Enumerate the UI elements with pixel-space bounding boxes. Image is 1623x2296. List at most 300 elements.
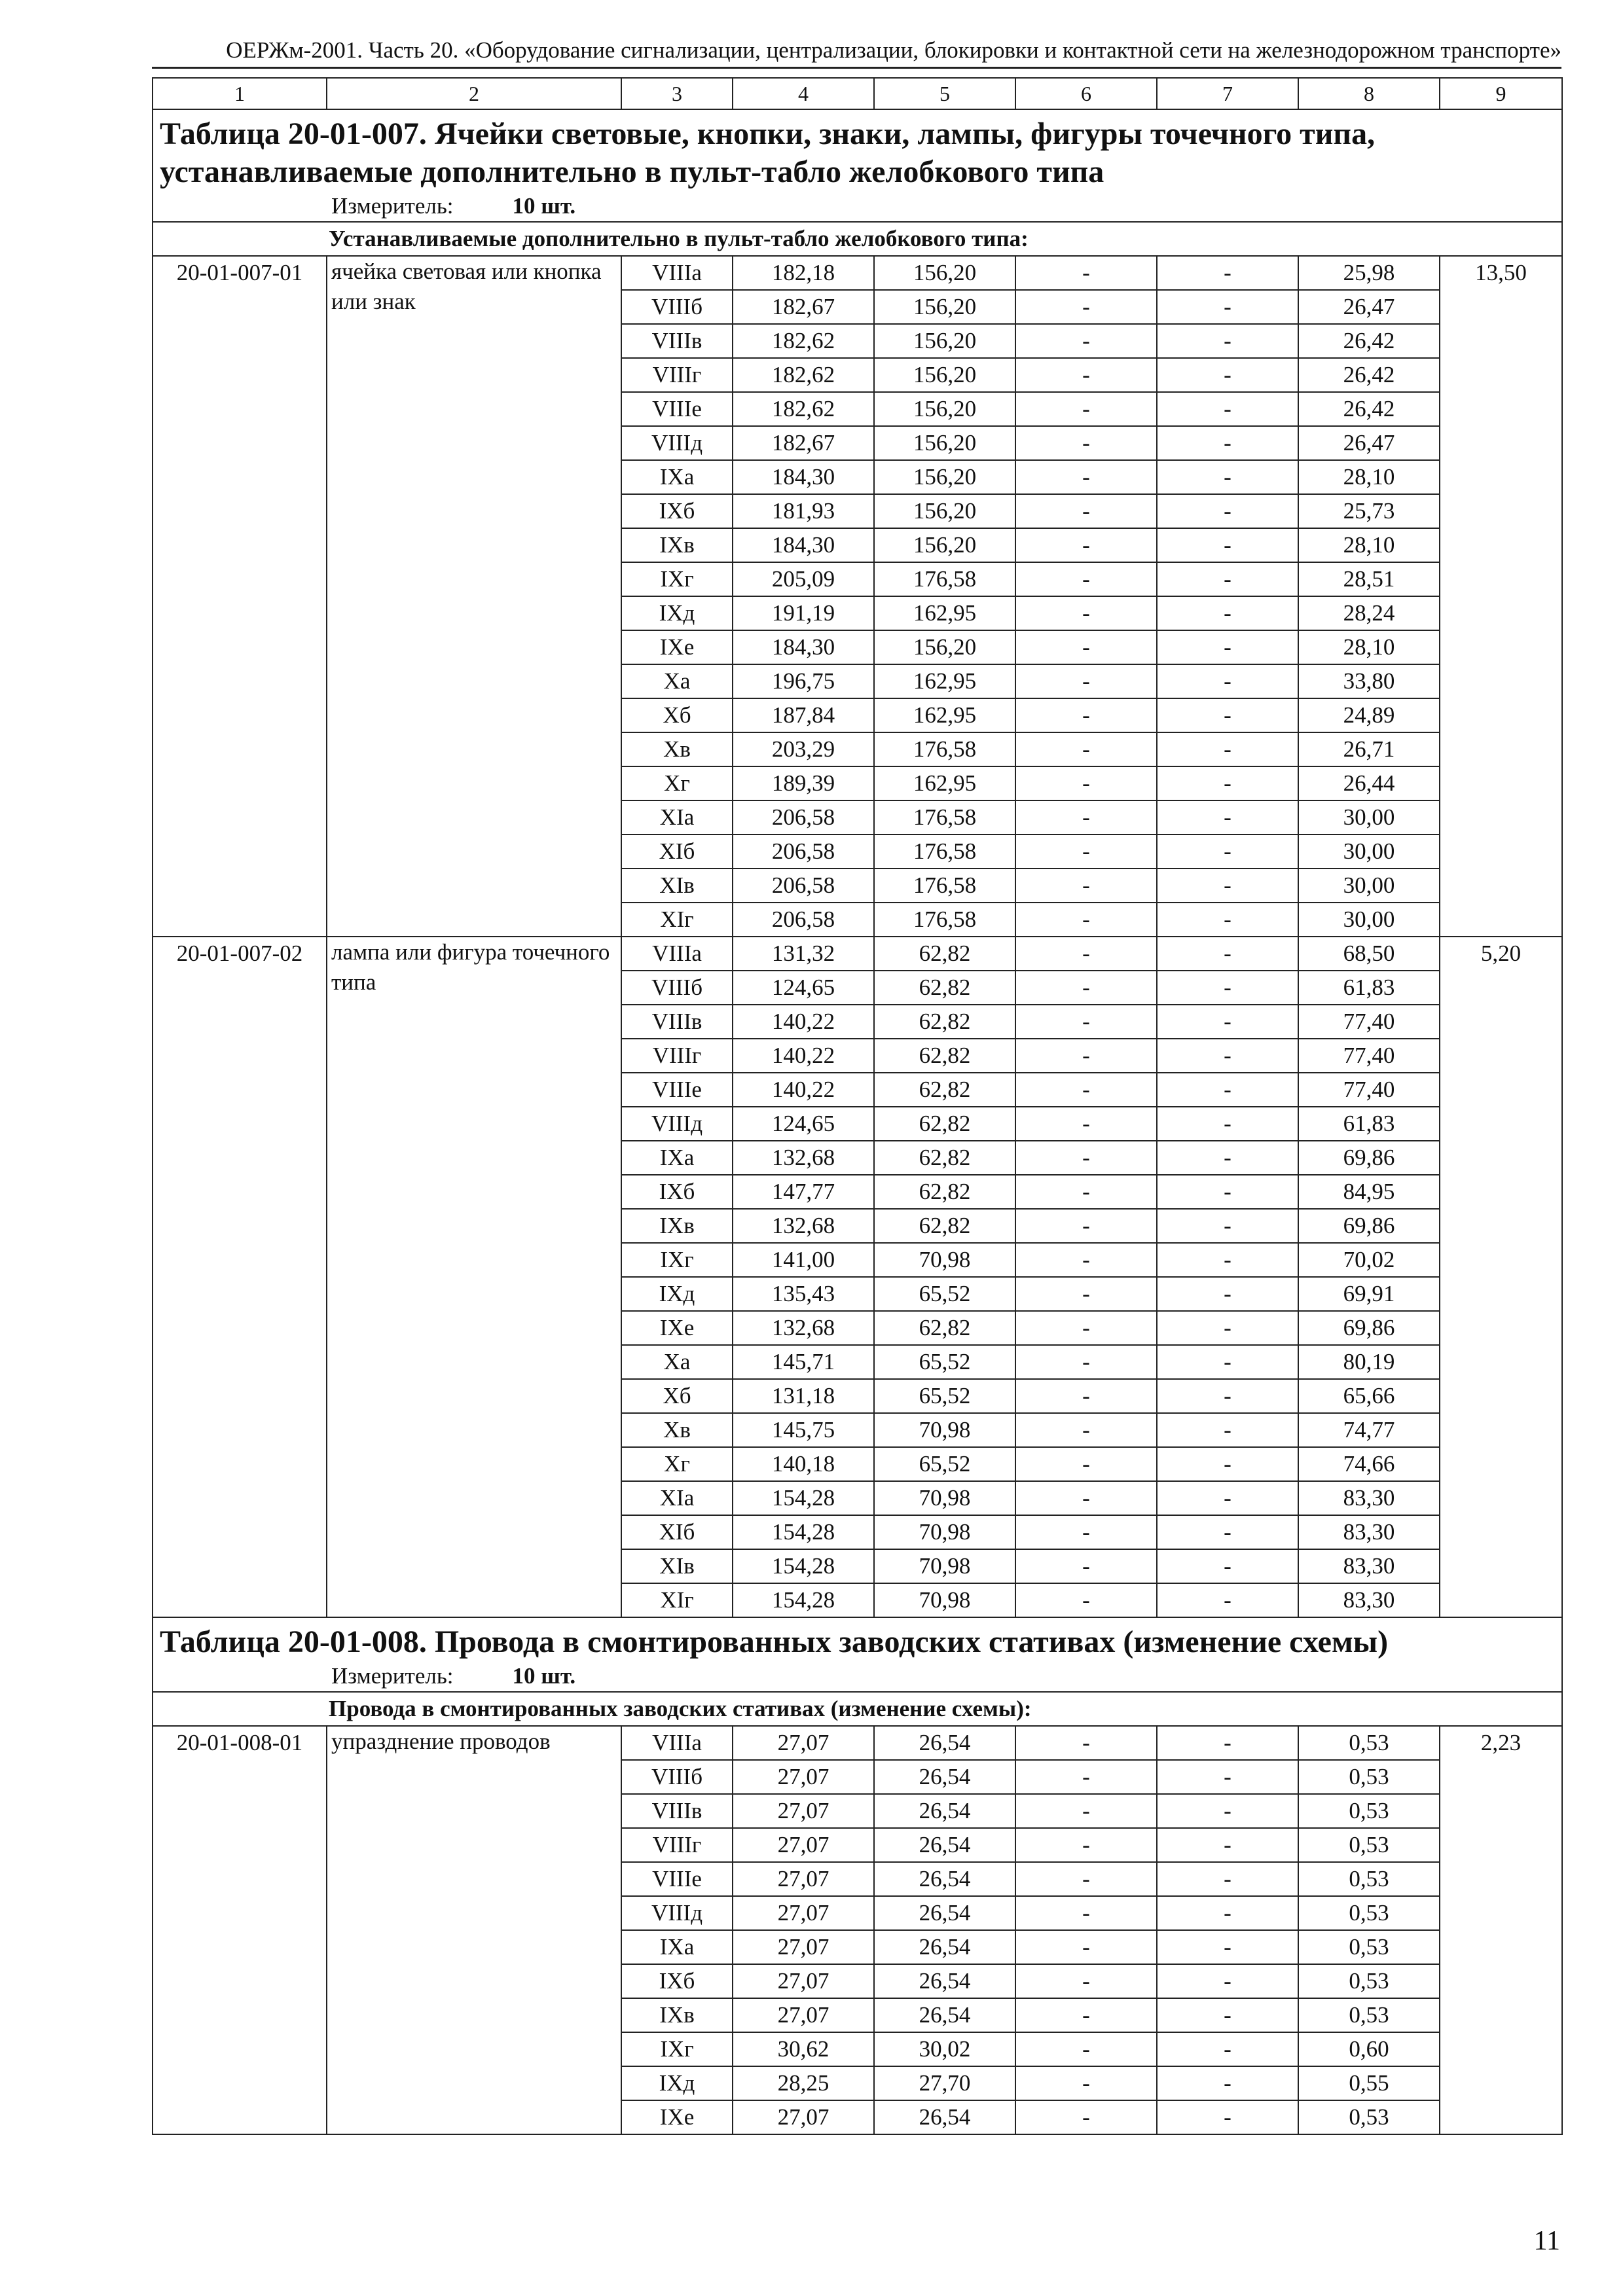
table-cell: 132,68: [733, 1311, 874, 1345]
table-cell: Xв: [621, 732, 733, 766]
table-cell: -: [1157, 1107, 1298, 1141]
table-cell: IXа: [621, 1930, 733, 1964]
table-cell: 0,53: [1298, 1794, 1440, 1828]
table-cell: VIIIг: [621, 1039, 733, 1073]
table-cell: -: [1015, 1039, 1157, 1073]
table-cell: 154,28: [733, 1515, 874, 1549]
table-cell: 26,54: [874, 1794, 1015, 1828]
table-cell: 154,28: [733, 1583, 874, 1617]
table-cell: 206,58: [733, 903, 874, 937]
table-cell: VIIIг: [621, 358, 733, 392]
table-cell: 27,70: [874, 2066, 1015, 2100]
table-cell: -: [1015, 1794, 1157, 1828]
table-cell: -: [1015, 2032, 1157, 2066]
item-code: 20-01-007-01: [153, 256, 327, 937]
table-cell: -: [1015, 1964, 1157, 1998]
table-cell: -: [1157, 1998, 1298, 2032]
table-cell: -: [1015, 1515, 1157, 1549]
table-cell: 156,20: [874, 358, 1015, 392]
item-coefficient: 2,23: [1440, 1726, 1562, 2134]
table-cell: 156,20: [874, 392, 1015, 426]
table-cell: VIIIа: [621, 1726, 733, 1760]
table-cell: 70,98: [874, 1413, 1015, 1447]
table-cell: 162,95: [874, 698, 1015, 732]
table-row: [153, 1726, 1562, 1760]
table-cell: 206,58: [733, 869, 874, 903]
table-cell: -: [1157, 1039, 1298, 1073]
table-cell: -: [1015, 1379, 1157, 1413]
table-cell: XIг: [621, 1583, 733, 1617]
table-cell: 27,07: [733, 2100, 874, 2134]
table-cell: -: [1157, 426, 1298, 460]
table-cell: 83,30: [1298, 1583, 1440, 1617]
table-title-cell: [153, 1617, 1562, 1692]
table-cell: VIIIв: [621, 1794, 733, 1828]
page-header-title: ОЕРЖм-2001. Часть 20. «Оборудование сигнализации, централизации, блокировки и контактной сети на железнодорожном транспорте»: [152, 34, 1561, 69]
table-cell: 65,52: [874, 1379, 1015, 1413]
table-cell: 176,58: [874, 903, 1015, 937]
column-number: 4: [733, 78, 874, 109]
table-cell: -: [1015, 766, 1157, 800]
table-cell: -: [1157, 1930, 1298, 1964]
table-cell: 33,80: [1298, 664, 1440, 698]
table-cell: -: [1015, 1549, 1157, 1583]
table-cell: IXе: [621, 1311, 733, 1345]
column-number: 6: [1015, 78, 1157, 109]
table-cell: -: [1015, 800, 1157, 834]
table-cell: 65,52: [874, 1277, 1015, 1311]
table-cell: -: [1015, 1760, 1157, 1794]
table-cell: 30,00: [1298, 834, 1440, 869]
measure-value: 10 шт.: [512, 193, 576, 219]
table-cell: 25,73: [1298, 494, 1440, 528]
table-cell: 30,00: [1298, 869, 1440, 903]
table-row: [153, 256, 1562, 290]
table-cell: -: [1157, 2100, 1298, 2134]
table-cell: 0,53: [1298, 1964, 1440, 1998]
table-cell: VIIIе: [621, 1862, 733, 1896]
table-cell: -: [1157, 834, 1298, 869]
table-cell: XIг: [621, 903, 733, 937]
table-cell: 124,65: [733, 1107, 874, 1141]
table-cell: 206,58: [733, 800, 874, 834]
table-cell: -: [1015, 698, 1157, 732]
table-cell: 182,67: [733, 426, 874, 460]
table-cell: 74,66: [1298, 1447, 1440, 1481]
table-cell: -: [1015, 630, 1157, 664]
table-cell: Xа: [621, 664, 733, 698]
table-cell: 0,53: [1298, 1760, 1440, 1794]
table-cell: 176,58: [874, 869, 1015, 903]
table-cell: 0,60: [1298, 2032, 1440, 2066]
table-cell: Xг: [621, 1447, 733, 1481]
table-cell: 65,52: [874, 1345, 1015, 1379]
table-cell: -: [1157, 324, 1298, 358]
table-cell: -: [1015, 664, 1157, 698]
table-cell: -: [1015, 1209, 1157, 1243]
table-cell: IXб: [621, 1964, 733, 1998]
table-cell: 26,54: [874, 2100, 1015, 2134]
table-cell: -: [1015, 971, 1157, 1005]
table-cell: 62,82: [874, 1107, 1015, 1141]
table-cell: 124,65: [733, 971, 874, 1005]
table-cell: -: [1015, 528, 1157, 562]
table-cell: VIIIд: [621, 1896, 733, 1930]
table-cell: -: [1015, 1583, 1157, 1617]
table-cell: -: [1157, 1175, 1298, 1209]
table-cell: VIIIв: [621, 1005, 733, 1039]
table-cell: -: [1015, 732, 1157, 766]
table-cell: 140,22: [733, 1073, 874, 1107]
table-cell: IXв: [621, 528, 733, 562]
table-cell: 69,86: [1298, 1209, 1440, 1243]
table-cell: IXе: [621, 2100, 733, 2134]
table-cell: 182,62: [733, 324, 874, 358]
table-cell: -: [1015, 2066, 1157, 2100]
rates-table-body: [153, 78, 1562, 2134]
table-cell: VIIIб: [621, 971, 733, 1005]
table-cell: 182,62: [733, 358, 874, 392]
table-cell: -: [1015, 1930, 1157, 1964]
column-number: 2: [327, 78, 621, 109]
table-cell: 62,82: [874, 971, 1015, 1005]
table-cell: -: [1157, 1209, 1298, 1243]
table-cell: IXе: [621, 630, 733, 664]
table-cell: 26,42: [1298, 324, 1440, 358]
table-cell: -: [1157, 664, 1298, 698]
measure-label: Измеритель:: [331, 1663, 454, 1689]
table-cell: XIв: [621, 1549, 733, 1583]
table-cell: 156,20: [874, 630, 1015, 664]
table-cell: -: [1157, 562, 1298, 596]
table-cell: 176,58: [874, 834, 1015, 869]
table-cell: -: [1157, 1379, 1298, 1413]
table-title-row: [153, 109, 1562, 222]
table-cell: 203,29: [733, 732, 874, 766]
table-cell: 70,02: [1298, 1243, 1440, 1277]
table-cell: -: [1015, 1311, 1157, 1345]
table-cell: 156,20: [874, 494, 1015, 528]
table-cell: 26,71: [1298, 732, 1440, 766]
table-cell: -: [1157, 1447, 1298, 1481]
table-cell: 27,07: [733, 1930, 874, 1964]
table-cell: 205,09: [733, 562, 874, 596]
table-cell: -: [1157, 2066, 1298, 2100]
table-cell: 0,53: [1298, 1828, 1440, 1862]
table-cell: -: [1157, 1964, 1298, 1998]
column-number: 7: [1157, 78, 1298, 109]
table-cell: 70,98: [874, 1549, 1015, 1583]
table-cell: 65,52: [874, 1447, 1015, 1481]
table-cell: 156,20: [874, 426, 1015, 460]
table-cell: Xв: [621, 1413, 733, 1447]
table-cell: Xб: [621, 1379, 733, 1413]
table-cell: -: [1015, 1481, 1157, 1515]
table-cell: 62,82: [874, 1141, 1015, 1175]
table-cell: 77,40: [1298, 1039, 1440, 1073]
table-cell: 26,54: [874, 1726, 1015, 1760]
table-cell: 26,47: [1298, 290, 1440, 324]
table-cell: 27,07: [733, 1760, 874, 1794]
table-cell: IXв: [621, 1209, 733, 1243]
table-cell: 69,86: [1298, 1141, 1440, 1175]
table-cell: XIа: [621, 800, 733, 834]
table-cell: 62,82: [874, 937, 1015, 971]
table-cell: -: [1157, 1828, 1298, 1862]
table-cell: VIIIг: [621, 1828, 733, 1862]
table-cell: -: [1157, 698, 1298, 732]
table-cell: 182,67: [733, 290, 874, 324]
table-cell: 184,30: [733, 528, 874, 562]
table-cell: XIб: [621, 1515, 733, 1549]
table-cell: 30,02: [874, 2032, 1015, 2066]
column-number: 5: [874, 78, 1015, 109]
measure-line: [160, 191, 1555, 221]
table-cell: 30,00: [1298, 903, 1440, 937]
table-cell: -: [1157, 2032, 1298, 2066]
column-number: 8: [1298, 78, 1440, 109]
table-cell: -: [1015, 358, 1157, 392]
table-cell: 68,50: [1298, 937, 1440, 971]
subheading-row: [153, 1692, 1562, 1726]
table-cell: -: [1157, 528, 1298, 562]
table-cell: 28,51: [1298, 562, 1440, 596]
table-cell: 27,07: [733, 1828, 874, 1862]
table-cell: 26,54: [874, 1862, 1015, 1896]
table-cell: 156,20: [874, 290, 1015, 324]
table-cell: IXг: [621, 2032, 733, 2066]
table-cell: 135,43: [733, 1277, 874, 1311]
table-cell: 156,20: [874, 256, 1015, 290]
table-cell: 28,25: [733, 2066, 874, 2100]
column-numbers-row: [153, 78, 1562, 109]
table-cell: 65,66: [1298, 1379, 1440, 1413]
table-cell: IXд: [621, 596, 733, 630]
table-cell: 140,22: [733, 1005, 874, 1039]
table-cell: 62,82: [874, 1209, 1015, 1243]
measure-value: 10 шт.: [512, 1663, 576, 1689]
table-cell: 26,44: [1298, 766, 1440, 800]
table-cell: 0,53: [1298, 1862, 1440, 1896]
table-cell: 191,19: [733, 596, 874, 630]
table-cell: 140,18: [733, 1447, 874, 1481]
table-cell: 154,28: [733, 1549, 874, 1583]
table-cell: Xг: [621, 766, 733, 800]
table-cell: 26,42: [1298, 358, 1440, 392]
table-cell: -: [1015, 1828, 1157, 1862]
table-cell: 24,89: [1298, 698, 1440, 732]
table-cell: 26,42: [1298, 392, 1440, 426]
page-number: 11: [1533, 2226, 1560, 2256]
table-cell: VIIIб: [621, 290, 733, 324]
table-cell: -: [1157, 1896, 1298, 1930]
table-cell: 162,95: [874, 596, 1015, 630]
item-description: лампа или фигура точечного типа: [327, 937, 621, 1617]
table-cell: -: [1015, 1243, 1157, 1277]
table-cell: 187,84: [733, 698, 874, 732]
table-cell: 70,98: [874, 1243, 1015, 1277]
column-number: 3: [621, 78, 733, 109]
table-cell: 145,71: [733, 1345, 874, 1379]
table-cell: IXв: [621, 1998, 733, 2032]
table-cell: -: [1157, 256, 1298, 290]
table-cell: -: [1015, 1141, 1157, 1175]
table-cell: 83,30: [1298, 1515, 1440, 1549]
table-cell: 62,82: [874, 1311, 1015, 1345]
table-cell: -: [1157, 1277, 1298, 1311]
table-cell: 27,07: [733, 1998, 874, 2032]
table-cell: 145,75: [733, 1413, 874, 1447]
table-cell: 156,20: [874, 460, 1015, 494]
table-cell: 131,32: [733, 937, 874, 971]
table-cell: -: [1157, 358, 1298, 392]
table-cell: 26,54: [874, 1964, 1015, 1998]
table-cell: VIIIе: [621, 392, 733, 426]
table-cell: 140,22: [733, 1039, 874, 1073]
table-cell: -: [1015, 903, 1157, 937]
item-code: 20-01-007-02: [153, 937, 327, 1617]
table-cell: -: [1157, 494, 1298, 528]
table-cell: -: [1015, 256, 1157, 290]
table-cell: 176,58: [874, 562, 1015, 596]
table-cell: 70,98: [874, 1481, 1015, 1515]
table-cell: VIIIд: [621, 426, 733, 460]
table-cell: 189,39: [733, 766, 874, 800]
table-cell: -: [1015, 1862, 1157, 1896]
table-cell: 69,91: [1298, 1277, 1440, 1311]
table-cell: 77,40: [1298, 1005, 1440, 1039]
table-cell: 83,30: [1298, 1481, 1440, 1515]
table-cell: -: [1157, 630, 1298, 664]
table-cell: 74,77: [1298, 1413, 1440, 1447]
table-cell: -: [1015, 494, 1157, 528]
table-cell: -: [1157, 460, 1298, 494]
table-cell: -: [1157, 1862, 1298, 1896]
table-cell: XIа: [621, 1481, 733, 1515]
table-cell: 176,58: [874, 800, 1015, 834]
table-cell: 30,62: [733, 2032, 874, 2066]
table-cell: Xб: [621, 698, 733, 732]
table-cell: 30,00: [1298, 800, 1440, 834]
table-cell: VIIIе: [621, 1073, 733, 1107]
table-cell: IXб: [621, 1175, 733, 1209]
table-cell: VIIIб: [621, 1760, 733, 1794]
table-cell: -: [1015, 1073, 1157, 1107]
table-cell: -: [1157, 1311, 1298, 1345]
table-cell: IXа: [621, 1141, 733, 1175]
table-cell: 162,95: [874, 766, 1015, 800]
table-cell: 0,53: [1298, 1930, 1440, 1964]
table-cell: VIIIв: [621, 324, 733, 358]
table-cell: 27,07: [733, 1964, 874, 1998]
table-cell: -: [1015, 1447, 1157, 1481]
table-cell: -: [1157, 1073, 1298, 1107]
table-cell: -: [1157, 1345, 1298, 1379]
table-cell: XIв: [621, 869, 733, 903]
table-cell: -: [1157, 1515, 1298, 1549]
table-cell: 26,47: [1298, 426, 1440, 460]
table-title: Таблица 20-01-008. Провода в смонтированных заводских стативах (изменение схемы): [160, 1624, 1389, 1659]
measure-label: Измеритель:: [331, 193, 454, 219]
table-cell: 70,98: [874, 1515, 1015, 1549]
table-cell: IXг: [621, 562, 733, 596]
table-cell: 196,75: [733, 664, 874, 698]
table-cell: -: [1015, 460, 1157, 494]
table-cell: XIб: [621, 834, 733, 869]
table-cell: 132,68: [733, 1209, 874, 1243]
table-cell: 70,98: [874, 1583, 1015, 1617]
table-cell: -: [1157, 869, 1298, 903]
table-cell: 162,95: [874, 664, 1015, 698]
table-cell: -: [1157, 392, 1298, 426]
table-cell: 0,53: [1298, 1998, 1440, 2032]
table-cell: 184,30: [733, 460, 874, 494]
table-cell: -: [1157, 1726, 1298, 1760]
table-cell: -: [1157, 800, 1298, 834]
table-cell: -: [1157, 1005, 1298, 1039]
table-cell: 62,82: [874, 1005, 1015, 1039]
table-cell: 182,18: [733, 256, 874, 290]
item-code: 20-01-008-01: [153, 1726, 327, 2134]
table-cell: 0,53: [1298, 1896, 1440, 1930]
table-row: [153, 937, 1562, 971]
table-cell: 182,62: [733, 392, 874, 426]
table-cell: 176,58: [874, 732, 1015, 766]
table-cell: 0,53: [1298, 2100, 1440, 2134]
table-title: Таблица 20-01-007. Ячейки световые, кнопки, знаки, лампы, фигуры точечного типа, устанавливаемые дополнительно в пульт-табло желобкового типа: [160, 117, 1376, 189]
table-cell: 26,54: [874, 1896, 1015, 1930]
table-cell: 27,07: [733, 1726, 874, 1760]
table-cell: VIIIд: [621, 1107, 733, 1141]
table-cell: 156,20: [874, 324, 1015, 358]
table-cell: -: [1157, 290, 1298, 324]
table-cell: 61,83: [1298, 1107, 1440, 1141]
table-cell: 27,07: [733, 1794, 874, 1828]
table-cell: IXг: [621, 1243, 733, 1277]
table-cell: IXб: [621, 494, 733, 528]
table-cell: -: [1157, 1549, 1298, 1583]
table-cell: IXа: [621, 460, 733, 494]
item-coefficient: 5,20: [1440, 937, 1562, 1617]
table-cell: -: [1015, 937, 1157, 971]
table-cell: -: [1157, 766, 1298, 800]
table-cell: 27,07: [733, 1862, 874, 1896]
table-cell: 61,83: [1298, 971, 1440, 1005]
table-cell: VIIIа: [621, 256, 733, 290]
table-cell: -: [1015, 1726, 1157, 1760]
table-cell: -: [1015, 1107, 1157, 1141]
column-number: 9: [1440, 78, 1562, 109]
table-cell: -: [1015, 1005, 1157, 1039]
table-cell: 26,54: [874, 1930, 1015, 1964]
table-cell: 26,54: [874, 1828, 1015, 1862]
table-cell: IXд: [621, 2066, 733, 2100]
item-coefficient: 13,50: [1440, 256, 1562, 937]
table-cell: 62,82: [874, 1073, 1015, 1107]
subheading-row: [153, 222, 1562, 256]
table-cell: 132,68: [733, 1141, 874, 1175]
table-cell: 27,07: [733, 1896, 874, 1930]
table-title-row: [153, 1617, 1562, 1692]
table-cell: 141,00: [733, 1243, 874, 1277]
table-cell: -: [1157, 1481, 1298, 1515]
subheading: Провода в смонтированных заводских стативах (изменение схемы):: [153, 1692, 1562, 1726]
table-cell: -: [1157, 596, 1298, 630]
table-cell: 0,53: [1298, 1726, 1440, 1760]
table-cell: 84,95: [1298, 1175, 1440, 1209]
table-cell: 156,20: [874, 528, 1015, 562]
table-cell: 206,58: [733, 834, 874, 869]
